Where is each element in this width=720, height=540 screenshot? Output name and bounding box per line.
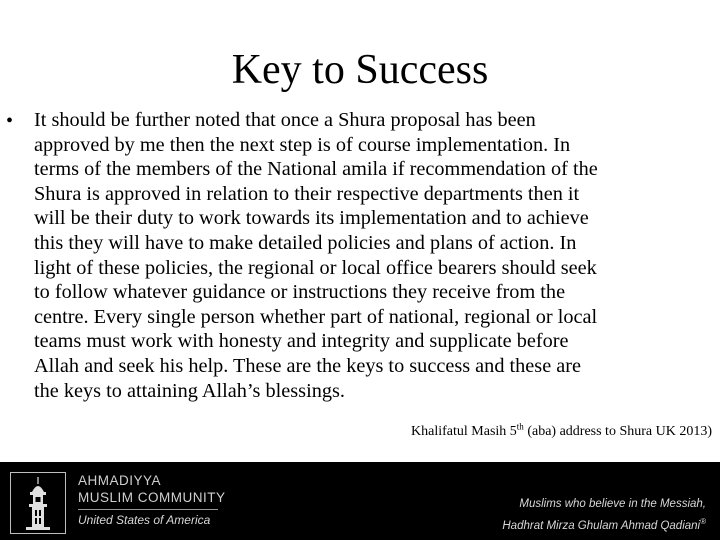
minaret-icon: [10, 472, 66, 534]
body-line: terms of the members of the National amila if recommendation of the: [34, 158, 598, 181]
body-line: Shura is approved in relation to their respective departments then it: [34, 182, 580, 205]
body-line: light of these policies, the regional or local office bearers should seek: [34, 256, 597, 279]
body-line: approved by me then the next step is of course implementation. In: [34, 133, 571, 156]
citation-ordinal: th: [516, 421, 524, 432]
citation-suffix: (aba) address to Shura UK 2013): [523, 424, 712, 439]
organization-region: United States of America: [78, 513, 211, 527]
footer-divider: [78, 509, 218, 510]
body-line: will be their duty to work towards its implementation and to achieve: [34, 207, 589, 230]
bullet-marker: •: [6, 110, 14, 132]
tagline-line2-text: Hadhrat Mirza Ghulam Ahmad Qadiani: [502, 519, 701, 532]
footer-banner: [0, 462, 720, 540]
citation-prefix: Khalifatul Masih 5: [411, 424, 517, 439]
organization-name: [78, 472, 226, 506]
tagline-mark: ®: [700, 517, 706, 526]
body-line: the keys to attaining Allah’s blessings.: [34, 379, 345, 402]
org-name-line2: MUSLIM COMMUNITY: [78, 490, 226, 505]
footer-tagline: [502, 496, 706, 535]
body-line: this they will have to make detailed policies and plans of action. In: [34, 231, 577, 254]
body-line: It should be further noted that once a Shura proposal has been: [34, 109, 536, 131]
body-line: to follow whatever guidance or instructions they receive from the: [34, 281, 566, 304]
body-line: teams must work with honesty and integrity and supplicate before: [34, 330, 569, 353]
tagline-line1: Muslims who believe in the Messiah,: [519, 498, 706, 510]
body-line: centre. Every single person whether part of national, regional or local: [34, 305, 598, 328]
org-name-line1: AHMADIYYA: [78, 473, 162, 488]
citation: [411, 421, 712, 440]
body-line: Allah and seek his help. These are the keys to success and these are: [34, 354, 582, 377]
tagline-line2: [502, 513, 706, 535]
body-paragraph: [34, 108, 706, 403]
slide-title: Key to Success: [231, 47, 489, 93]
